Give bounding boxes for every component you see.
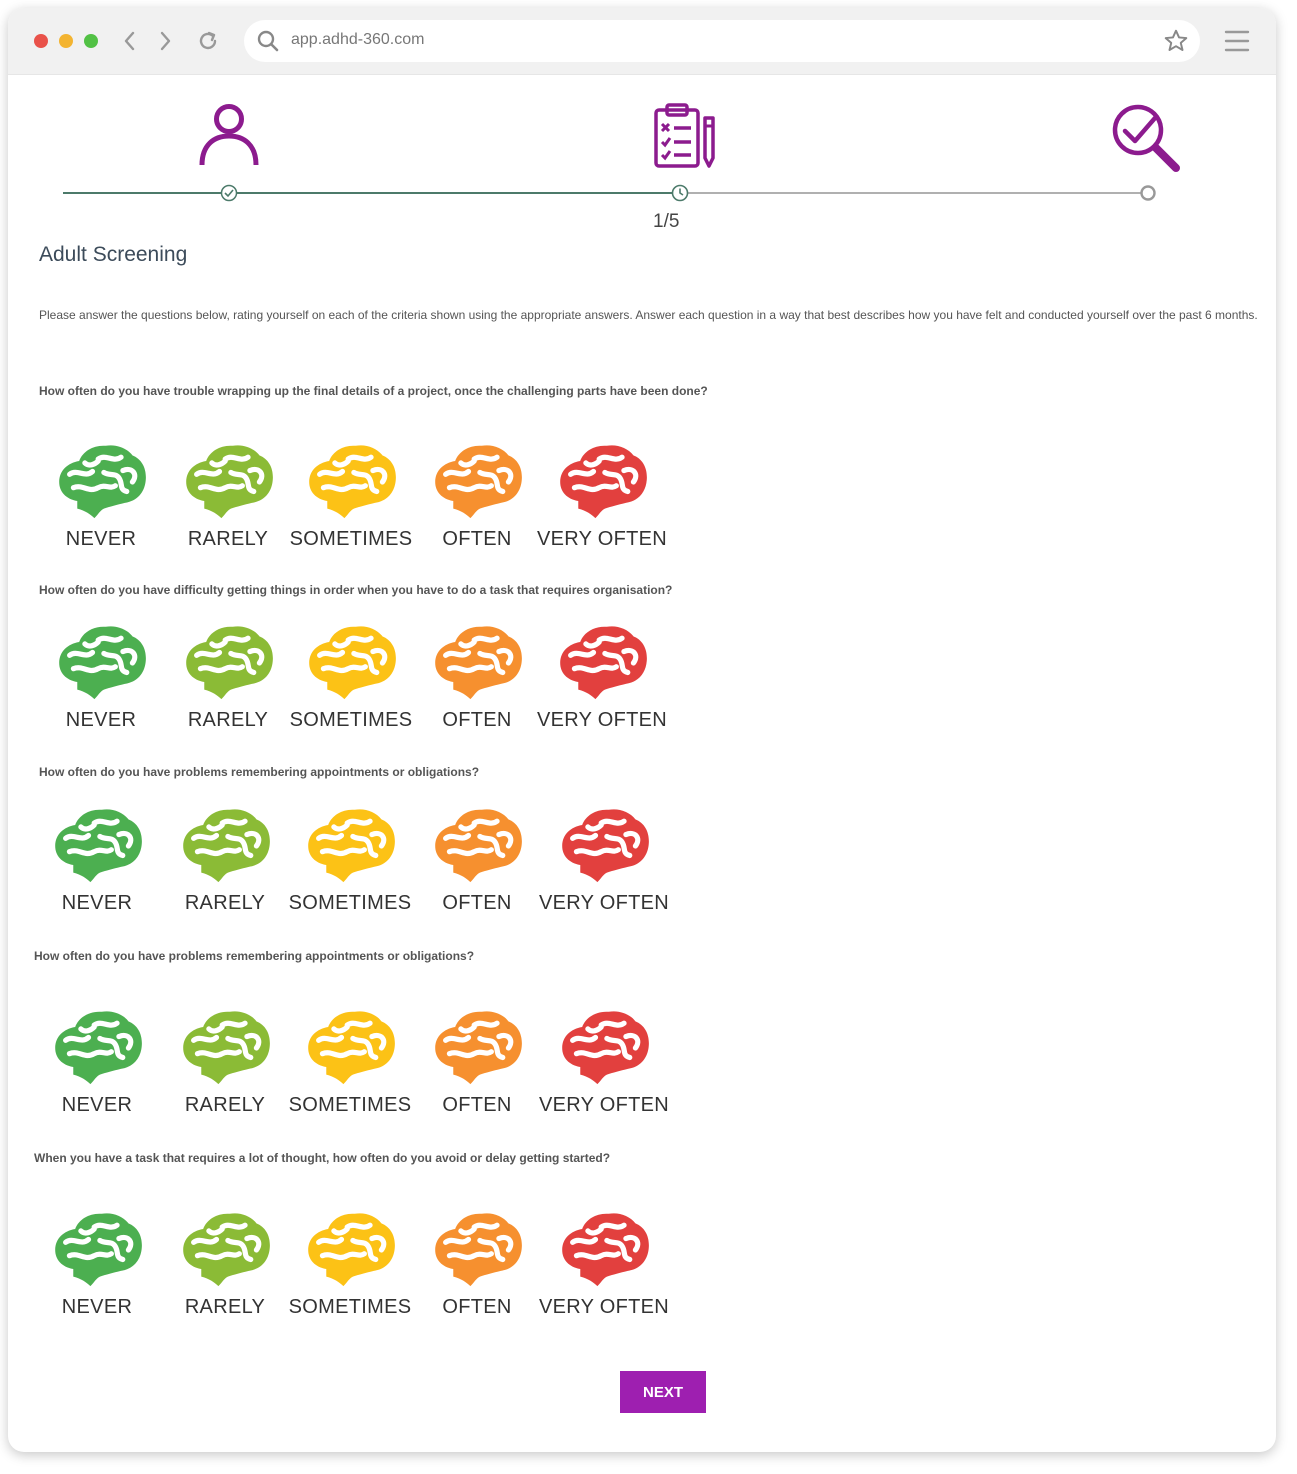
step-pending-circle-icon (1139, 184, 1157, 202)
question-1-text: How often do you have trouble wrapping up the final details of a project, once the challenging parts have been done? (39, 384, 708, 398)
minimize-window-dot[interactable] (59, 34, 73, 48)
option-very-often[interactable] (536, 442, 668, 562)
option-label: RARELY (184, 1094, 266, 1116)
option-label: RARELY (184, 892, 266, 914)
chevron-right-icon (156, 30, 174, 52)
browser-window (8, 8, 1276, 1452)
brain-icon (557, 806, 653, 884)
back-button[interactable] (117, 28, 143, 54)
brain-icon (555, 623, 651, 701)
option-label: SOMETIMES (288, 892, 412, 914)
brain-icon (430, 1008, 526, 1086)
option-label: RARELY (187, 528, 269, 550)
brain-icon (430, 806, 526, 884)
option-label: OFTEN (442, 709, 512, 731)
option-label: VERY OFTEN (538, 1094, 670, 1116)
option-never[interactable] (41, 623, 161, 743)
option-very-often[interactable] (538, 1008, 670, 1128)
brain-icon (430, 442, 526, 520)
option-sometimes[interactable] (291, 442, 411, 562)
option-label: NEVER (65, 709, 137, 731)
menu-icon[interactable] (1224, 28, 1250, 54)
option-sometimes[interactable] (290, 1210, 410, 1330)
option-rarely[interactable] (165, 1008, 285, 1128)
option-label: OFTEN (442, 1296, 512, 1318)
next-button[interactable]: NEXT (620, 1371, 706, 1413)
option-rarely[interactable] (168, 442, 288, 562)
brain-icon (303, 806, 399, 884)
option-label: NEVER (61, 892, 133, 914)
brain-icon (303, 1210, 399, 1288)
option-label: SOMETIMES (288, 1296, 412, 1318)
person-icon (196, 101, 262, 167)
question-3-text: How often do you have problems remembering appointments or obligations? (39, 765, 480, 779)
question-1-options (41, 442, 681, 562)
option-label: OFTEN (442, 892, 512, 914)
brain-icon (54, 623, 150, 701)
option-label: OFTEN (442, 528, 512, 550)
option-rarely[interactable] (165, 806, 285, 926)
brain-icon (303, 1008, 399, 1086)
option-label: VERY OFTEN (538, 892, 670, 914)
brain-icon (178, 1008, 274, 1086)
option-very-often[interactable] (538, 1210, 670, 1330)
question-2-options (41, 623, 681, 743)
maximize-window-dot[interactable] (84, 34, 98, 48)
option-label: NEVER (61, 1094, 133, 1116)
option-never[interactable] (37, 1210, 157, 1330)
option-label: OFTEN (442, 1094, 512, 1116)
page-title: Adult Screening (39, 243, 188, 266)
url-text[interactable]: app.adhd-360.com (291, 31, 425, 48)
brain-icon (50, 1008, 146, 1086)
option-never[interactable] (41, 442, 161, 562)
option-often[interactable] (417, 1210, 537, 1330)
brain-icon (430, 1210, 526, 1288)
option-sometimes[interactable] (290, 1008, 410, 1128)
option-never[interactable] (37, 1008, 157, 1128)
question-2-text: How often do you have difficulty getting things in order when you have to do a task that requires organisation? (39, 583, 673, 597)
close-window-dot[interactable] (34, 34, 48, 48)
option-very-often[interactable] (536, 623, 668, 743)
option-never[interactable] (37, 806, 157, 926)
progress-line-pending (680, 192, 1148, 194)
option-often[interactable] (417, 442, 537, 562)
step-complete-check-icon (220, 184, 238, 202)
brain-icon (181, 623, 277, 701)
brain-icon (178, 806, 274, 884)
option-often[interactable] (417, 1008, 537, 1128)
brain-icon (50, 1210, 146, 1288)
brain-icon (557, 1210, 653, 1288)
reload-button[interactable] (195, 28, 221, 54)
option-rarely[interactable] (165, 1210, 285, 1330)
question-5-options (37, 1210, 677, 1330)
chevron-left-icon (121, 30, 139, 52)
clipboard-checklist-icon (653, 102, 719, 170)
option-sometimes[interactable] (291, 623, 411, 743)
brain-icon (178, 1210, 274, 1288)
question-4-text: How often do you have problems remembering appointments or obligations? (34, 949, 475, 963)
question-5-text: When you have a task that requires a lot of thought, how often do you avoid or delay getting started? (34, 1151, 611, 1165)
brain-icon (557, 1008, 653, 1086)
option-label: SOMETIMES (289, 709, 413, 731)
step-counter: 1/5 (653, 211, 680, 232)
forward-button[interactable] (152, 28, 178, 54)
intro-text: Please answer the questions below, rating yourself on each of the criteria shown using the appropriate answers. Answer each question in a way that best describes how you have felt and conducted yourself over the past 6 months. (39, 308, 1258, 322)
option-label: RARELY (187, 709, 269, 731)
search-icon (256, 29, 280, 53)
option-label: SOMETIMES (288, 1094, 412, 1116)
brain-icon (304, 442, 400, 520)
page-content (8, 74, 1276, 1452)
question-3-options (37, 806, 677, 926)
brain-icon (54, 442, 150, 520)
option-sometimes[interactable] (290, 806, 410, 926)
progress-line-completed (63, 192, 680, 194)
brain-icon (181, 442, 277, 520)
option-label: NEVER (65, 528, 137, 550)
step-current-clock-icon (671, 184, 689, 202)
brain-icon (304, 623, 400, 701)
brain-icon (555, 442, 651, 520)
brain-icon (430, 623, 526, 701)
option-label: RARELY (184, 1296, 266, 1318)
browser-toolbar (8, 8, 1276, 75)
option-rarely[interactable] (168, 623, 288, 743)
option-often[interactable] (417, 623, 537, 743)
option-label: NEVER (61, 1296, 133, 1318)
brain-icon (50, 806, 146, 884)
magnifier-check-icon (1110, 102, 1182, 174)
bookmark-star-icon[interactable] (1163, 28, 1189, 54)
address-bar[interactable] (244, 20, 1200, 62)
option-very-often[interactable] (538, 806, 670, 926)
option-label: VERY OFTEN (536, 528, 668, 550)
option-label: VERY OFTEN (538, 1296, 670, 1318)
reload-icon (196, 29, 220, 53)
option-label: VERY OFTEN (536, 709, 668, 731)
option-often[interactable] (417, 806, 537, 926)
question-4-options (37, 1008, 677, 1128)
option-label: SOMETIMES (289, 528, 413, 550)
